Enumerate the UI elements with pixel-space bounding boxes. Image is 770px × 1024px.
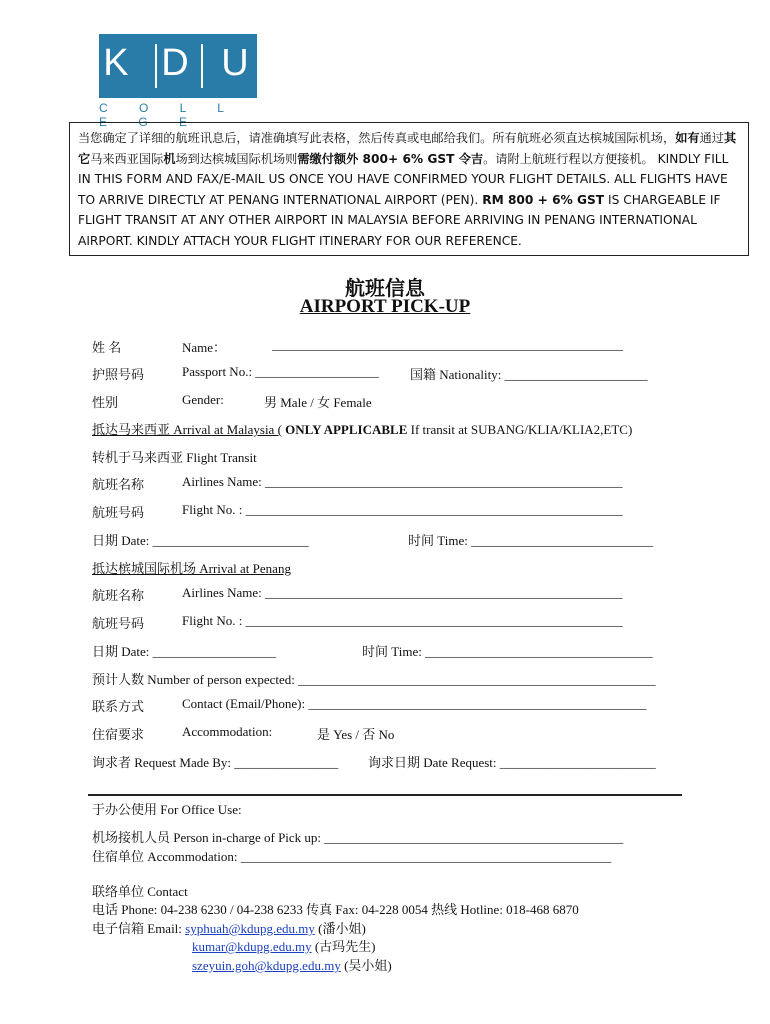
date2-field[interactable]: 日期 Date: ___________________: [92, 644, 277, 659]
name-row: [92, 337, 623, 356]
kdu-logo: [99, 34, 257, 98]
page-title-cn: 航班信息: [345, 278, 425, 300]
page-title-en: AIRPORT PICK-UP: [299, 296, 471, 317]
airline1-row: [92, 474, 623, 493]
airline2-label-cn: 航班名称: [92, 588, 145, 603]
email-label: 电子信箱 Email:: [92, 921, 186, 936]
contact-name-2: (古玛先生): [311, 939, 376, 954]
accommodation-options[interactable]: 是 Yes / 否 No: [317, 727, 395, 742]
flight-transit-label: 转机于马来西亚 Flight Transit: [92, 450, 257, 465]
passport-label-cn: 护照号码: [92, 367, 145, 382]
flight2-row: [92, 613, 623, 632]
logo-college-text: C O L L E G E: [99, 101, 238, 129]
notice-cn-bold: 其它: [78, 131, 737, 166]
airline2-row: [92, 585, 623, 604]
gender-options[interactable]: 男 Male / 女 Female: [264, 395, 372, 410]
office-accommodation-field[interactable]: 住宿单位 Accommodation: _________________________________________________________: [92, 849, 612, 864]
arrival-malaysia-heading: [92, 419, 632, 438]
contact-name-3: (吴小姐): [340, 958, 392, 973]
email-row-1: [92, 918, 366, 937]
email-link-2[interactable]: kumar@kdupg.edu.my: [192, 939, 312, 954]
contact-row: [92, 696, 647, 715]
contact-title: 联络单位 Contact: [92, 884, 188, 899]
notice-en-text: IS CHARGEABLE IF FLIGHT TRANSIT AT ANY OTHER AIRPORT IN MALAYSIA BEFORE ARRIVING IN PENANG INTERNATIONAL AIRPORT. KINDLY ATTACH YOUR FLIGHT ITINERARY FOR OUR REFERENCE.: [78, 192, 721, 248]
persons-field[interactable]: 预计人数 Number of person expected: _______________________________________________________: [92, 672, 656, 687]
logo-letter-d: D: [161, 42, 193, 84]
nationality-field[interactable]: 国籍 Nationality: ______________________: [410, 367, 648, 382]
arrival-penang-heading: 抵达槟城国际机场 Arrival at Penang: [92, 561, 291, 576]
notice-en-text: KINDLY FILL IN THIS FORM AND FAX/E-MAIL US ONCE YOU HAVE CONFIRMED YOUR FLIGHT DETAILS. ALL FLIGHTS HAVE TO ARRIVE DIRECTLY AT PENANG INTERNATIONAL AIRPORT (PEN).: [78, 151, 729, 207]
contact-phones: 电话 Phone: 04-238 6230 / 04-238 6233 传真 Fax: 04-228 0054 热线 Hotline: 018-468 6870: [92, 902, 579, 917]
contact-label-cn: 联系方式: [92, 699, 145, 714]
gender-row: [92, 392, 372, 411]
divider: [88, 794, 682, 796]
accommodation-row: [92, 724, 395, 743]
request-by-field[interactable]: 询求者 Request Made By: ________________: [92, 755, 339, 770]
notice-box: [69, 122, 749, 256]
datetime1-row: [92, 530, 654, 549]
logo-letter-u: U: [221, 42, 253, 84]
date1-field[interactable]: 日期 Date: ________________________: [92, 533, 309, 548]
time1-field[interactable]: 时间 Time: ____________________________: [408, 533, 654, 548]
flight2-label-cn: 航班号码: [92, 616, 145, 631]
datetime2-row: [92, 641, 653, 660]
arrival-malaysia-label: 抵达马来西亚 Arrival at Malaysia (: [92, 422, 282, 437]
gender-label-cn: 性别: [92, 395, 119, 410]
airline2-field[interactable]: Airlines Name: _______________________________________________________: [182, 585, 623, 600]
name-label: Name：: [182, 340, 227, 355]
name-field[interactable]: ______________________________________________________: [272, 337, 623, 352]
contact-name-1: (潘小姐): [314, 921, 366, 936]
only-applicable-note: ONLY APPLICABLE: [281, 422, 408, 437]
contact-field[interactable]: Contact (Email/Phone): ____________________________________________________: [182, 696, 647, 711]
transit-note: If transit at SUBANG/KLIA/KLIA2,ETC): [407, 422, 633, 437]
flight1-row: [92, 502, 623, 521]
email-link-3[interactable]: szeyuin.goh@kdupg.edu.my: [192, 958, 341, 973]
accommodation-label-cn: 住宿要求: [92, 727, 145, 742]
logo-divider: [155, 44, 157, 88]
name-label-cn: 姓 名: [92, 340, 122, 355]
notice-cn-bold: 机: [163, 151, 176, 166]
office-use-title: 于办公使用 For Office Use:: [92, 802, 242, 817]
logo-letter-k: K: [103, 42, 133, 84]
pickup-person-field[interactable]: 机场接机人员 Person in-charge of Pick up: ______________________________________________: [92, 830, 624, 845]
notice-cn-text: 当您确定了详细的航班讯息后，请准确填写此表格，然后传真或电邮给我们。所有航班必须直达槟城国际机场，: [78, 131, 676, 145]
email-row-2: [192, 936, 376, 955]
email-link-1[interactable]: syphuah@kdupg.edu.my: [185, 921, 315, 936]
logo-divider: [201, 44, 203, 88]
notice-cn-text: 。请附上航班行程以方便接机。: [483, 151, 654, 166]
notice-cn-text: 通过: [699, 131, 724, 145]
flight1-field[interactable]: Flight No. : __________________________________________________________: [182, 502, 623, 517]
time2-field[interactable]: 时间 Time: ___________________________________: [362, 644, 653, 659]
accommodation-label: Accommodation:: [182, 724, 273, 739]
notice-cn-text: 场到达槟城国际机场则: [175, 151, 298, 166]
flight2-field[interactable]: Flight No. : __________________________________________________________: [182, 613, 623, 628]
flight1-label-cn: 航班号码: [92, 505, 145, 520]
request-date-field[interactable]: 询求日期 Date Request: ________________________: [368, 755, 656, 770]
passport-field[interactable]: Passport No.: ___________________: [182, 364, 379, 379]
request-row: [92, 752, 656, 771]
gender-label: Gender:: [182, 392, 224, 407]
airline1-field[interactable]: Airlines Name: _______________________________________________________: [182, 474, 623, 489]
notice-en-bold: RM 800 + 6% GST: [482, 192, 605, 207]
logo-letters: [99, 42, 257, 85]
airline1-label-cn: 航班名称: [92, 477, 145, 492]
notice-cn-text: 马来西亚国际: [90, 151, 164, 166]
notice-cn-bold: 如有: [675, 131, 700, 145]
email-row-3: [192, 955, 392, 974]
passport-row: [92, 364, 648, 383]
notice-cn-bold: 需缴付额外 800+ 6% GST 令吉: [297, 151, 484, 166]
